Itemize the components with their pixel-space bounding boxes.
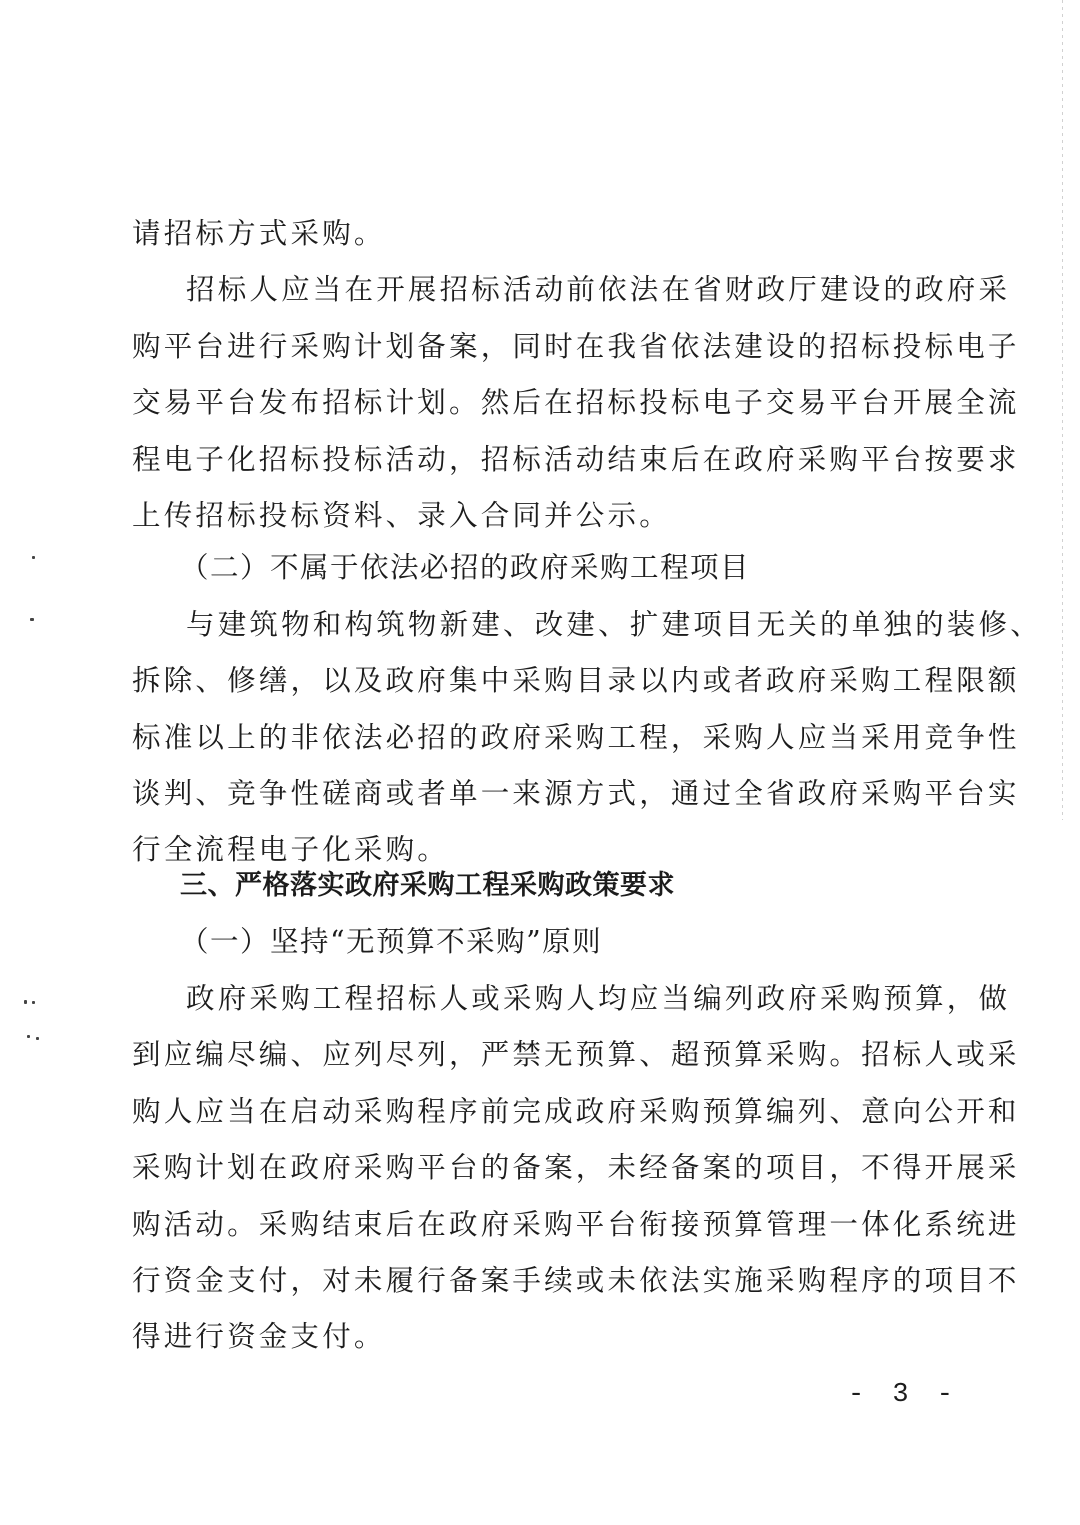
section-heading: 三、严格落实政府采购工程采购政策要求 — [180, 870, 675, 901]
paragraph-line: 到应编尽编、应列尽列，严禁无预算、超预算采购。招标人或采 — [132, 1038, 1020, 1071]
paragraph-line: 购活动。采购结束后在政府采购平台衔接预算管理一体化系统进 — [132, 1208, 1020, 1241]
paragraph-line: 得进行资金支付。 — [132, 1320, 386, 1353]
section-subheading: （一）坚持“无预算不采购”原则 — [180, 925, 603, 958]
paragraph-line: 上传招标投标资料、录入合同并公示。 — [132, 499, 671, 532]
paragraph-line: 政府采购工程招标人或采购人均应当编列政府采购预算，做 — [186, 982, 1011, 1015]
scan-speck — [24, 1000, 27, 1004]
paragraph-line: 谈判、竞争性磋商或者单一来源方式，通过全省政府采购平台实 — [132, 777, 1020, 810]
page-number: - 3 - — [848, 1380, 960, 1410]
paragraph-line: 购人应当在启动采购程序前完成政府采购预算编列、意向公开和 — [132, 1095, 1020, 1128]
scan-speck — [32, 1001, 35, 1004]
scan-speck — [32, 556, 35, 559]
paragraph-line: 程电子化招标投标活动，招标活动结束后在政府采购平台按要求 — [132, 443, 1020, 476]
paragraph-line: 拆除、修缮，以及政府集中采购目录以内或者政府采购工程限额 — [132, 664, 1020, 697]
paragraph-line: 行全流程电子化采购。 — [132, 833, 450, 866]
paragraph-line: 与建筑物和构筑物新建、改建、扩建项目无关的单独的装修、 — [186, 608, 1042, 641]
scan-speck — [36, 1037, 39, 1040]
paragraph-line: 标准以上的非依法必招的政府采购工程，采购人应当采用竞争性 — [132, 721, 1020, 754]
paragraph-line: 行资金支付，对未履行备案手续或未依法实施采购程序的项目不 — [132, 1264, 1020, 1297]
paragraph-line: 购平台进行采购计划备案，同时在我省依法建设的招标投标电子 — [132, 330, 1020, 363]
paragraph-line: 交易平台发布招标计划。然后在招标投标电子交易平台开展全流 — [132, 386, 1020, 419]
scan-speck — [30, 618, 34, 621]
scan-edge-artifact — [1062, 0, 1063, 820]
paragraph-line: 采购计划在政府采购平台的备案，未经备案的项目，不得开展采 — [132, 1151, 1020, 1184]
section-subheading: （二）不属于依法必招的政府采购工程项目 — [180, 551, 751, 584]
paragraph-line: 请招标方式采购。 — [132, 217, 386, 250]
paragraph-line: 招标人应当在开展招标活动前依法在省财政厅建设的政府采 — [186, 273, 1011, 306]
scan-speck — [27, 1035, 30, 1038]
